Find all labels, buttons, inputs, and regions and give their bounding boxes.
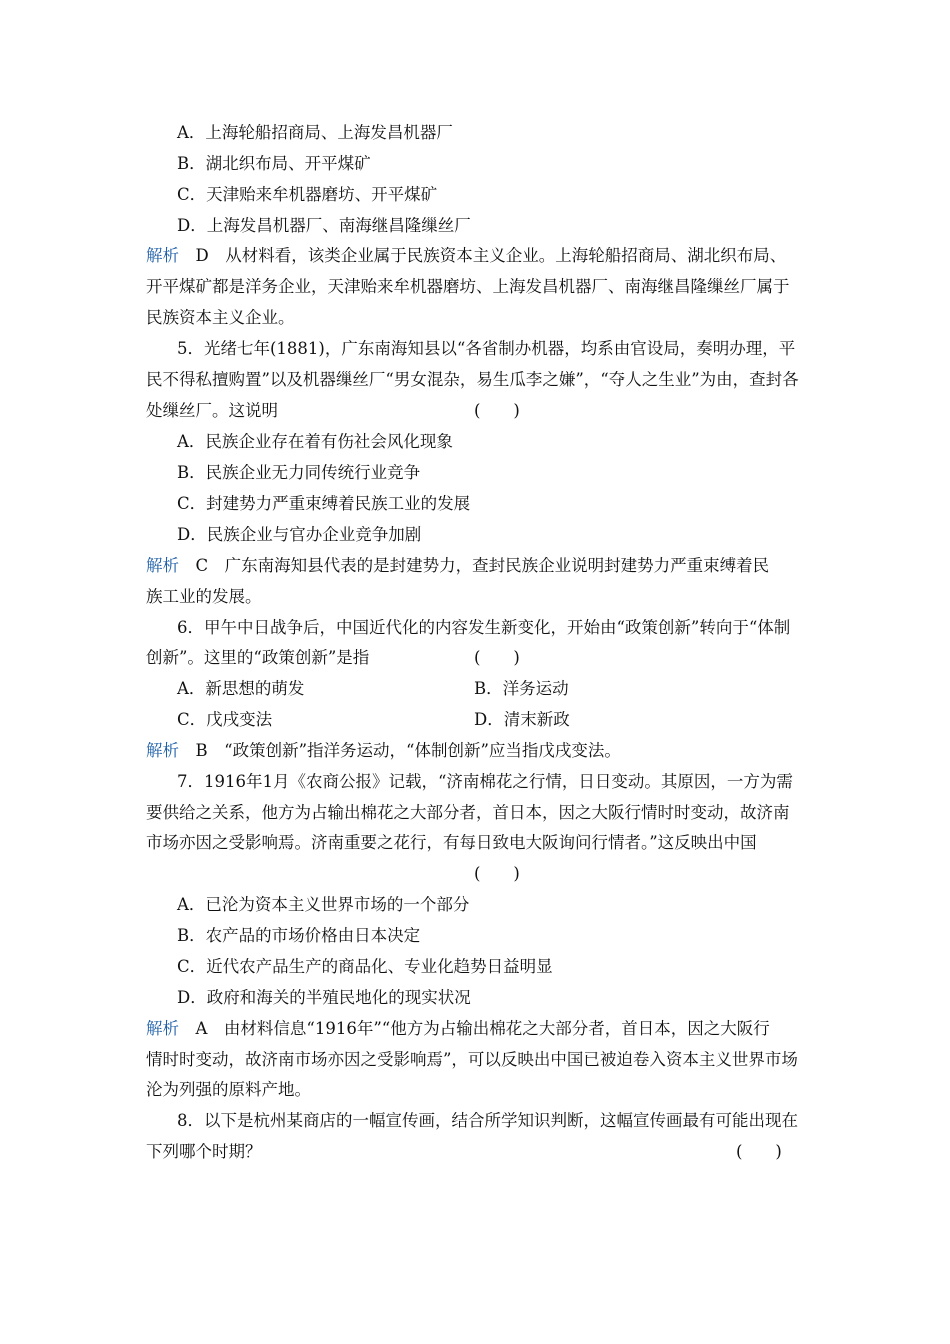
analysis-label: 解析 bbox=[146, 246, 179, 265]
q4-option-d: D．上海发昌机器厂、南海继昌隆缫丝厂 bbox=[177, 216, 471, 235]
q6-option-b: B．洋务运动 bbox=[474, 679, 569, 698]
q5-stem-line-3: 处缫丝厂。这说明 bbox=[146, 401, 278, 420]
q6-answer-paren: ( ) bbox=[474, 648, 520, 667]
analysis-text: 广东南海知县代表的是封建势力，查封民族企业说明封建势力严重束缚着民 bbox=[224, 556, 770, 575]
q8-stem-line-2: 下列哪个时期？ bbox=[146, 1142, 262, 1161]
analysis-text: 由材料信息“1916年”“他方为占输出棉花之大部分者，首日本，因之大阪行 bbox=[223, 1019, 770, 1038]
q5-option-b: B．民族企业无力同传统行业竞争 bbox=[177, 463, 421, 482]
analysis-text: “政策创新”指洋务运动，“体制创新”应当指戊戌变法。 bbox=[224, 741, 621, 760]
q7-stem-line-3: 市场亦因之受影响焉。济南重要之花行，有每日致电大阪询问行情者。”这反映出中国 bbox=[146, 833, 757, 852]
q6-option-c: C．戊戌变法 bbox=[177, 710, 273, 729]
analysis-label: 解析 bbox=[146, 1019, 179, 1038]
analysis-text: 从材料看，该类企业属于民族资本主义企业。上海轮船招商局、湖北织布局、 bbox=[225, 246, 787, 265]
q7-option-b: B．农产品的市场价格由日本决定 bbox=[177, 926, 421, 945]
analysis-answer: A bbox=[195, 1019, 208, 1038]
q4-analysis-line-2: 开平煤矿都是洋务企业，天津贻来牟机器磨坊、上海发昌机器厂、南海继昌隆缫丝厂属于 bbox=[146, 277, 790, 296]
q5-option-c: C．封建势力严重束缚着民族工业的发展 bbox=[177, 494, 471, 513]
q6-stem-line-1: 6．甲午中日战争后，中国近代化的内容发生新变化，开始由“政策创新”转向于“体制 bbox=[177, 618, 791, 637]
analysis-label: 解析 bbox=[146, 741, 179, 760]
q5-stem-line-1: 5．光绪七年(1881)，广东南海知县以“各省制办机器，均系由官设局，奏明办理，平 bbox=[177, 339, 796, 358]
analysis-label: 解析 bbox=[146, 556, 179, 575]
q7-option-d: D．政府和海关的半殖民地化的现实状况 bbox=[177, 988, 471, 1007]
q7-answer-paren: ( ) bbox=[474, 864, 520, 883]
analysis-answer: D bbox=[195, 246, 209, 265]
q7-stem-line-1: 7．1916年1月《农商公报》记载，“济南棉花之行情，日日变动。其原因，一方为需 bbox=[177, 772, 793, 791]
q4-analysis-line-3: 民族资本主义企业。 bbox=[146, 308, 295, 327]
q7-analysis-line-3: 沦为列强的原料产地。 bbox=[146, 1080, 311, 1099]
q8-stem-line-1: 8．以下是杭州某商店的一幅宣传画，结合所学知识判断，这幅宣传画最有可能出现在 bbox=[177, 1111, 798, 1130]
q5-option-a: A．民族企业存在着有伤社会风化现象 bbox=[177, 432, 453, 451]
q6-analysis-line-1 bbox=[146, 741, 621, 761]
q6-option-a: A．新思想的萌发 bbox=[177, 679, 305, 698]
q7-analysis-line-1 bbox=[146, 1019, 770, 1039]
q5-stem-line-2: 民不得私擅购置”以及机器缫丝厂“男女混杂，易生瓜李之嫌”，“夺人之生业”为由，查封各 bbox=[146, 370, 799, 389]
q5-answer-paren: ( ) bbox=[474, 401, 520, 420]
q7-option-a: A．已沦为资本主义世界市场的一个部分 bbox=[177, 895, 470, 914]
q7-stem-line-2: 要供给之关系，他方为占输出棉花之大部分者，首日本，因之大阪行情时时变动，故济南 bbox=[146, 803, 790, 822]
q7-option-c: C．近代农产品生产的商品化、专业化趋势日益明显 bbox=[177, 957, 553, 976]
q7-analysis-line-2: 情时时变动，故济南市场亦因之受影响焉”，可以反映出中国已被迫卷入资本主义世界市场 bbox=[146, 1050, 798, 1069]
analysis-answer: C bbox=[195, 556, 209, 575]
q5-option-d: D．民族企业与官办企业竞争加剧 bbox=[177, 525, 422, 544]
q8-answer-paren: ( ) bbox=[736, 1142, 782, 1161]
q4-option-b: B．湖北织布局、开平煤矿 bbox=[177, 154, 371, 173]
q6-option-d: D．清末新政 bbox=[474, 710, 570, 729]
analysis-answer: B bbox=[195, 741, 208, 760]
q4-option-c: C．天津贻来牟机器磨坊、开平煤矿 bbox=[177, 185, 438, 204]
q5-analysis-line-1 bbox=[146, 556, 769, 576]
q6-stem-line-2: 创新”。这里的“政策创新”是指 bbox=[146, 648, 370, 667]
q4-analysis-line-1 bbox=[146, 246, 786, 266]
q5-analysis-line-2: 族工业的发展。 bbox=[146, 587, 262, 606]
q4-option-a: A．上海轮船招商局、上海发昌机器厂 bbox=[177, 123, 453, 142]
